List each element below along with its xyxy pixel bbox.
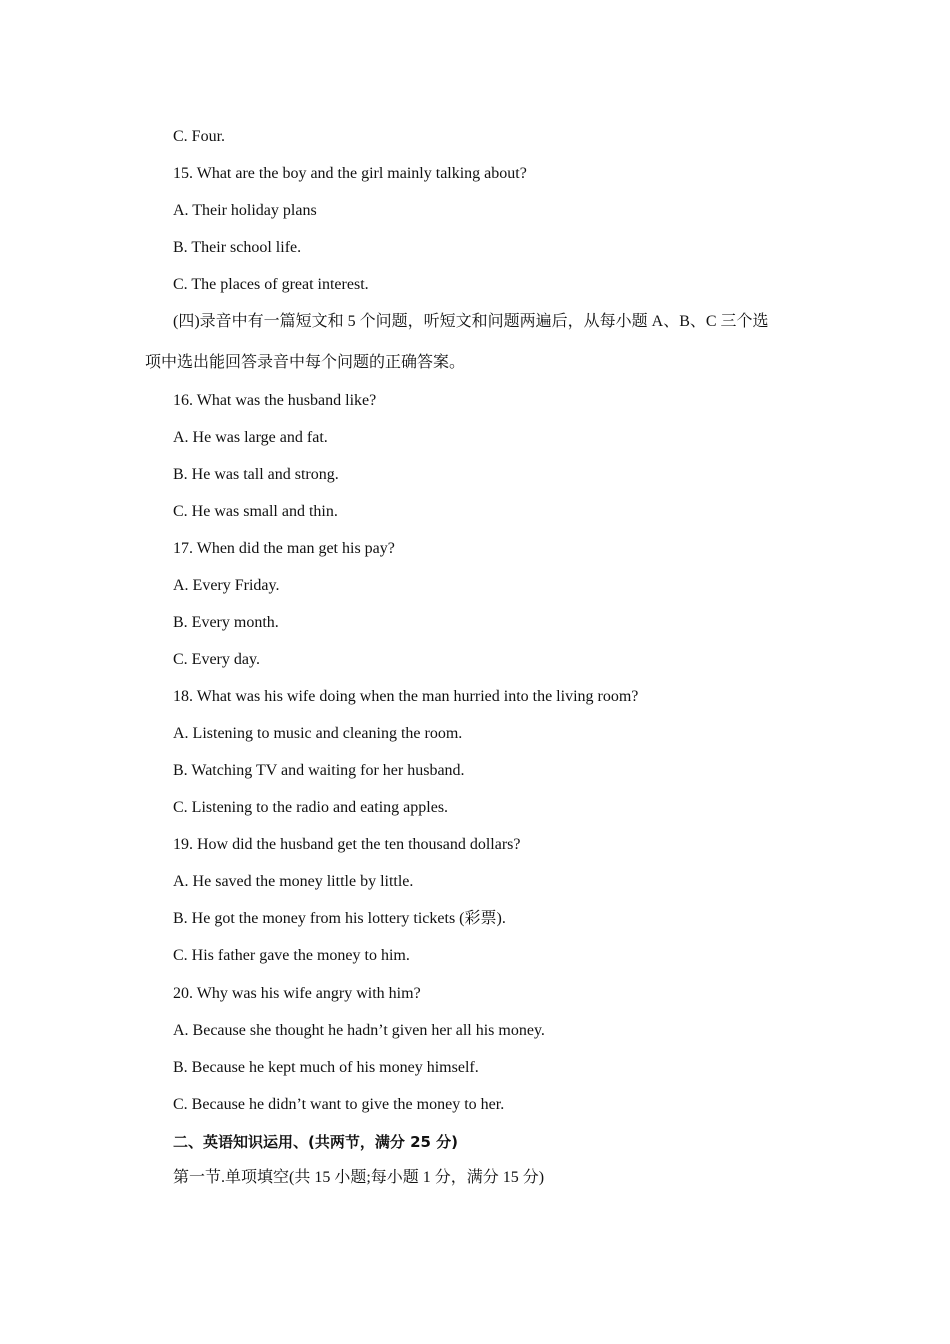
question-17: 17. When did the man get his pay? (173, 540, 395, 557)
option-15a: A. Their holiday plans (173, 202, 317, 219)
option-19b: B. He got the money from his lottery tickets (彩票). (173, 910, 506, 927)
option-18a: A. Listening to music and cleaning the room. (173, 725, 463, 742)
question-16: 16. What was the husband like? (173, 392, 377, 409)
question-15: 15. What are the boy and the girl mainly talking about? (173, 165, 527, 182)
option-20b: B. Because he kept much of his money himself. (173, 1059, 479, 1076)
option-19c: C. His father gave the money to him. (173, 947, 410, 964)
option-17c: C. Every day. (173, 651, 260, 668)
question-19: 19. How did the husband get the ten thousand dollars? (173, 836, 521, 853)
option-20a: A. Because she thought he hadn’t given her all his money. (173, 1022, 545, 1039)
option-18b: B. Watching TV and waiting for her husband. (173, 762, 465, 779)
option-17a: A. Every Friday. (173, 577, 280, 594)
part-2-heading: 二、英语知识运用、(共两节，满分 25 分) (173, 1133, 459, 1151)
part-2-section-1: 第一节.单项填空(共 15 小题;每小题 1 分，满分 15 分) (173, 1169, 545, 1186)
section-4-instruction-line1: (四)录音中有一篇短文和 5 个问题，听短文和问题两遍后，从每小题 A、B、C 三个选 (173, 313, 769, 330)
option-16a: A. He was large and fat. (173, 429, 328, 446)
option-16b: B. He was tall and strong. (173, 466, 339, 483)
option-20c: C. Because he didn’t want to give the money to her. (173, 1096, 505, 1113)
option-15c: C. The places of great interest. (173, 276, 369, 293)
option-14c: C. Four. (173, 128, 226, 145)
option-19a: A. He saved the money little by little. (173, 873, 414, 890)
section-4-instruction-line2: 项中选出能回答录音中每个问题的正确答案。 (145, 354, 466, 371)
question-20: 20. Why was his wife angry with him? (173, 985, 421, 1002)
option-18c: C. Listening to the radio and eating apples. (173, 799, 449, 816)
question-18: 18. What was his wife doing when the man hurried into the living room? (173, 688, 639, 705)
option-15b: B. Their school life. (173, 239, 302, 256)
option-17b: B. Every month. (173, 614, 279, 631)
option-16c: C. He was small and thin. (173, 503, 338, 520)
